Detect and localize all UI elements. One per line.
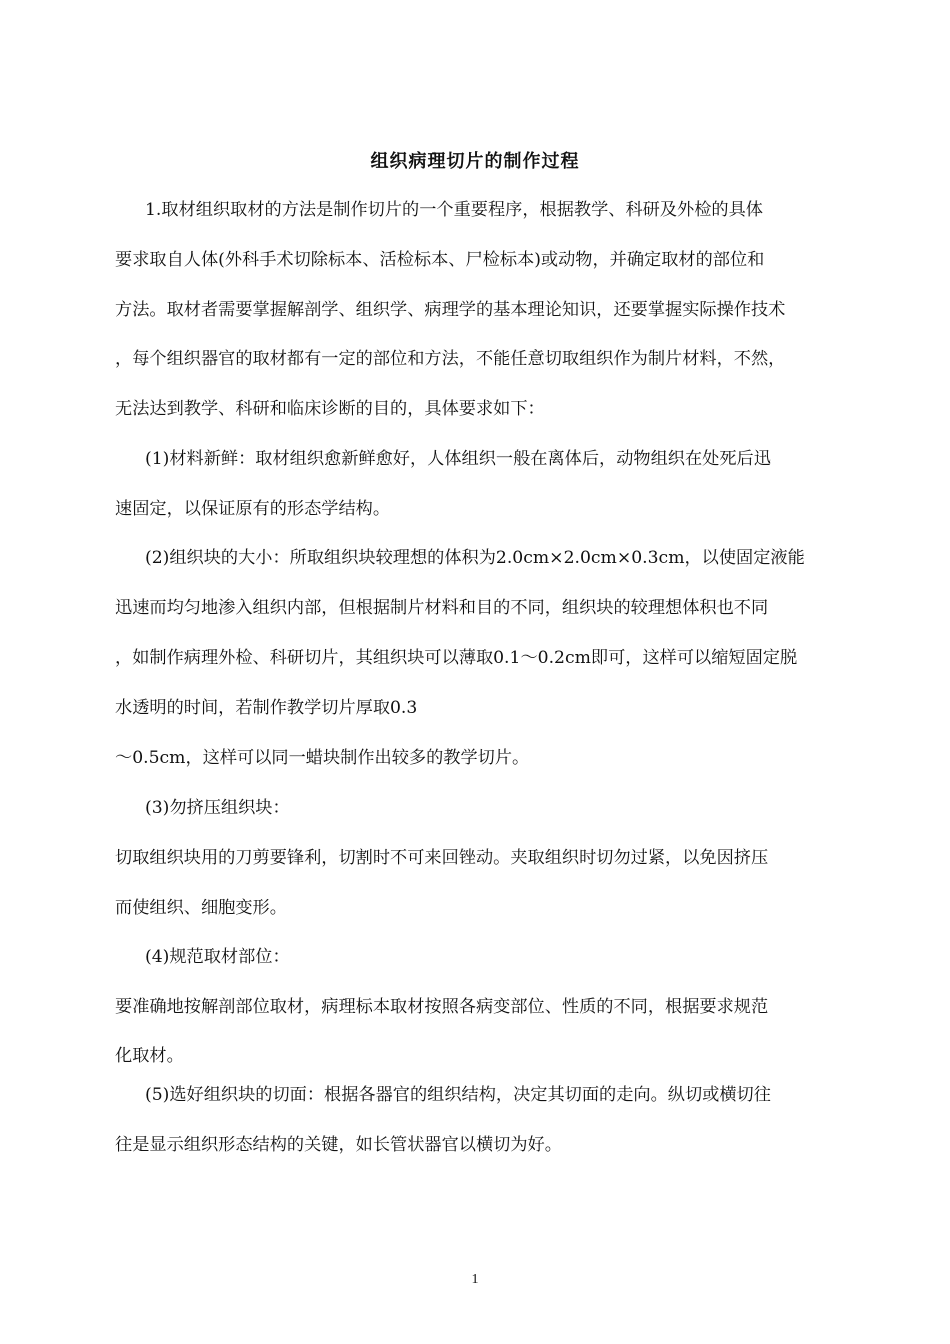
paragraph-line: (2)组织块的大小：所取组织块较理想的体积为2.0cm×2.0cm×0.3cm，以使固定液能: [145, 548, 805, 568]
paragraph-line: 要准确地按解剖部位取材，病理标本取材按照各病变部位、性质的不同，根据要求规范: [115, 997, 769, 1017]
paragraph-line: 1.取材组织取材的方法是制作切片的一个重要程序，根据教学、科研及外检的具体: [145, 200, 763, 220]
paragraph-line: ，如制作病理外检、科研切片，其组织块可以薄取0.1～0.2cm即可，这样可以缩短固定脱: [115, 648, 798, 668]
paragraph-line: 无法达到教学、科研和临床诊断的目的，具体要求如下：: [115, 399, 545, 419]
paragraph-line: 迅速而均匀地渗入组织内部，但根据制片材料和目的不同，组织块的较理想体积也不同: [115, 598, 769, 618]
paragraph-line: 要求取自人体(外科手术切除标本、活检标本、尸检标本)或动物，并确定取材的部位和: [115, 250, 765, 270]
paragraph-line: 方法。取材者需要掌握解剖学、组织学、病理学的基本理论知识，还要掌握实际操作技术: [115, 300, 786, 320]
paragraph-line: ～0.5cm，这样可以同一蜡块制作出较多的教学切片。: [115, 748, 530, 768]
paragraph-line: 切取组织块用的刀剪要锋利，切割时不可来回锉动。夹取组织时切勿过紧，以免因挤压: [115, 848, 769, 868]
paragraph-line: 而使组织、细胞变形。: [115, 898, 287, 918]
paragraph-line: (3)勿挤压组织块：: [145, 798, 290, 818]
paragraph-line: 速固定，以保证原有的形态学结构。: [115, 499, 391, 519]
paragraph-line: 往是显示组织形态结构的关键，如长管状器官以横切为好。: [115, 1135, 562, 1155]
paragraph-line: (1)材料新鲜：取材组织愈新鲜愈好，人体组织一般在离体后，动物组织在处死后迅: [145, 449, 771, 469]
page-number: 1: [471, 1272, 479, 1287]
paragraph-line: (5)选好组织块的切面：根据各器官的组织结构，决定其切面的走向。纵切或横切往: [145, 1085, 771, 1105]
paragraph-line: (4)规范取材部位：: [145, 947, 290, 967]
paragraph-line: 化取材。: [115, 1046, 184, 1066]
paragraph-line: ，每个组织器官的取材都有一定的部位和方法，不能任意切取组织作为制片材料，不然，: [115, 349, 786, 369]
document-title: 组织病理切片的制作过程: [370, 151, 580, 172]
paragraph-line: 水透明的时间，若制作教学切片厚取0.3: [115, 698, 418, 718]
